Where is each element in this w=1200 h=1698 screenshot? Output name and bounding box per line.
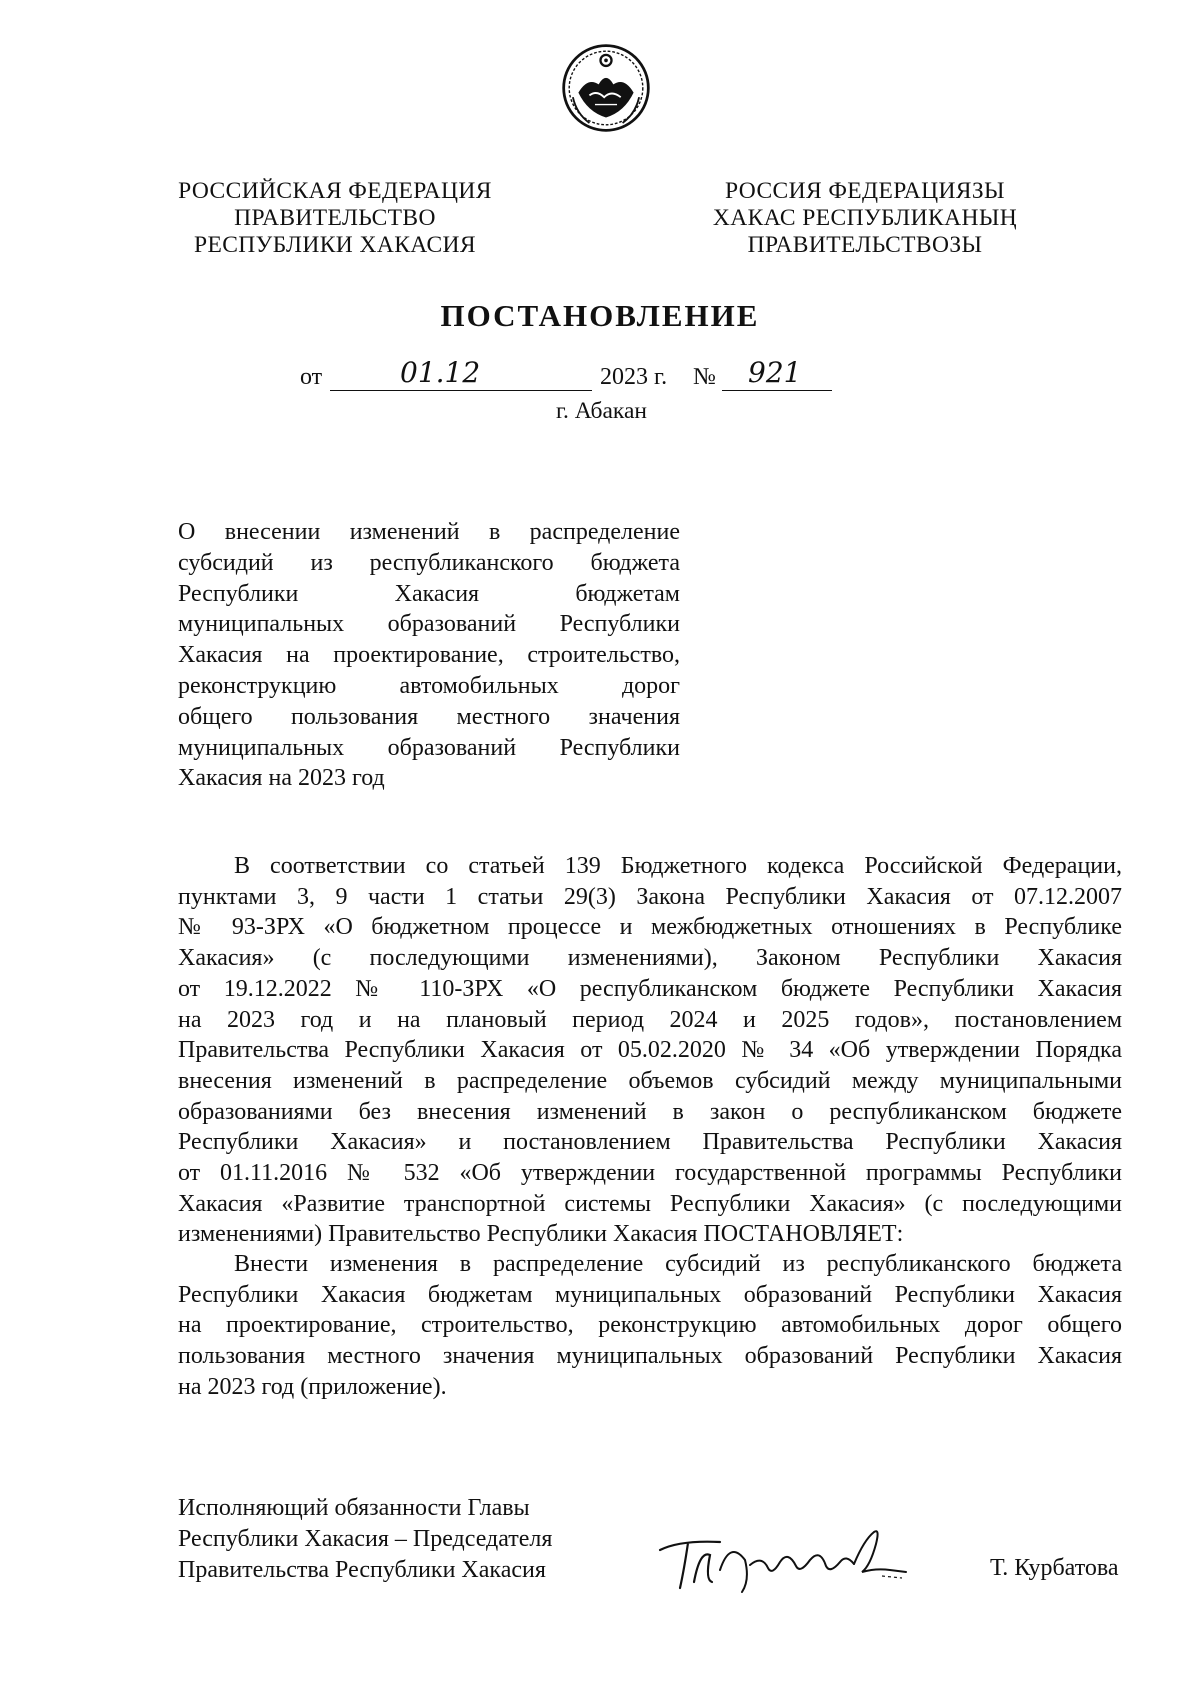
city-name: г. Абакан [556,398,647,424]
paragraph-line: на проектирование, строительство, реконструкцию автомобильных дорог общего [178,1312,1122,1339]
number-sign: № [693,364,716,390]
date-handwritten: 01.12 [400,356,481,389]
paragraph-line: В соответствии со статьей 139 Бюджетного кодекса Российской Федерации, [234,853,1122,879]
body-paragraph-1 [178,851,1122,1250]
paragraph-line: Правительства Республики Хакасия от 05.02.2020 № 34 «Об утверждении Порядка [178,1037,1122,1064]
paragraph-line: Республики Хакасия бюджетам муниципальных образований Республики Хакасия [178,1281,1122,1308]
paragraph-line: от 19.12.2022 № 110-ЗРХ «О республиканском бюджете Республики Хакасия [178,975,1122,1002]
title-line: Хакасия на 2023 год [178,765,385,792]
position-line: Правительства Республики Хакасия [178,1557,546,1583]
header-right-line: РОССИЯ ФЕДЕРАЦИЯЗЫ [725,178,1005,204]
header-right-line: ПРАВИТЕЛЬСТВОЗЫ [747,232,983,258]
header-left-line: РЕСПУБЛИКИ ХАКАСИЯ [194,232,476,258]
title-line: субсидий из республиканского бюджета [178,549,680,576]
header-left-block [170,178,500,259]
title-line: О внесении изменений в распределение [178,519,680,545]
signer-name: Т. Курбатова [990,1555,1119,1581]
title-line: Хакасия на проектирование, строительство, [178,642,680,669]
header-left-line: ПРАВИТЕЛЬСТВО [234,205,436,231]
signatory-position [178,1493,552,1586]
paragraph-line: образованиями без внесения изменений в закон о республиканском бюджете [178,1098,1122,1125]
header-left-line: РОССИЙСКАЯ ФЕДЕРАЦИЯ [178,178,492,204]
paragraph-line: на 2023 год (приложение). [178,1373,447,1400]
document-subject-title [178,517,680,794]
paragraph-line: изменениями) Правительство Республики Хакасия ПОСТАНОВЛЯЕТ: [178,1221,904,1248]
paragraph-line: пунктами 3, 9 части 1 статьи 29(3) Закона Республики Хакасия от 07.12.2007 [178,883,1122,910]
title-line: реконструкцию автомобильных дорог [178,672,680,699]
handwritten-signature [650,1510,920,1600]
paragraph-line: Хакасия» (с последующими изменениями), Законом Республики Хакасия [178,945,1122,972]
number-handwritten: 921 [748,356,802,389]
title-line: Республики Хакасия бюджетам [178,580,680,607]
paragraph-line: пользования местного значения муниципальных образований Республики Хакасия [178,1343,1122,1370]
paragraph-line: внесения изменений в распределение объемов субсидий между муниципальными [178,1067,1122,1094]
year-text: 2023 г. [600,364,668,390]
document-type-title: ПОСТАНОВЛЕНИЕ [440,298,760,333]
paragraph-line: Республики Хакасия» и постановлением Правительства Республики Хакасия [178,1129,1122,1156]
date-prefix: от [300,364,323,390]
header-right-line: ХАКАС РЕСПУБЛИКАНЫҢ [712,205,1018,231]
title-line: муниципальных образований Республики [178,734,680,761]
paragraph-line: на 2023 год и на плановый период 2024 и 2025 годов», постановлением [178,1006,1122,1033]
body-paragraph-2 [178,1249,1122,1403]
position-line: Исполняющий обязанности Главы [178,1495,530,1521]
title-line: общего пользования местного значения [178,703,680,730]
title-line: муниципальных образований Республики [178,611,680,638]
position-line: Республики Хакасия – Председателя [178,1526,553,1552]
header-right-block [700,178,1030,259]
paragraph-line: № 93-ЗРХ «О бюджетном процессе и межбюджетных отношениях в Республике [178,914,1122,941]
paragraph-line: от 01.11.2016 № 532 «Об утверждении государственной программы Республики [178,1160,1122,1187]
paragraph-line: Хакасия «Развитие транспортной системы Республики Хакасия» (с последующими [178,1190,1122,1217]
paragraph-line: Внести изменения в распределение субсидий из республиканского бюджета [234,1251,1122,1277]
coat-of-arms-emblem [560,42,652,134]
